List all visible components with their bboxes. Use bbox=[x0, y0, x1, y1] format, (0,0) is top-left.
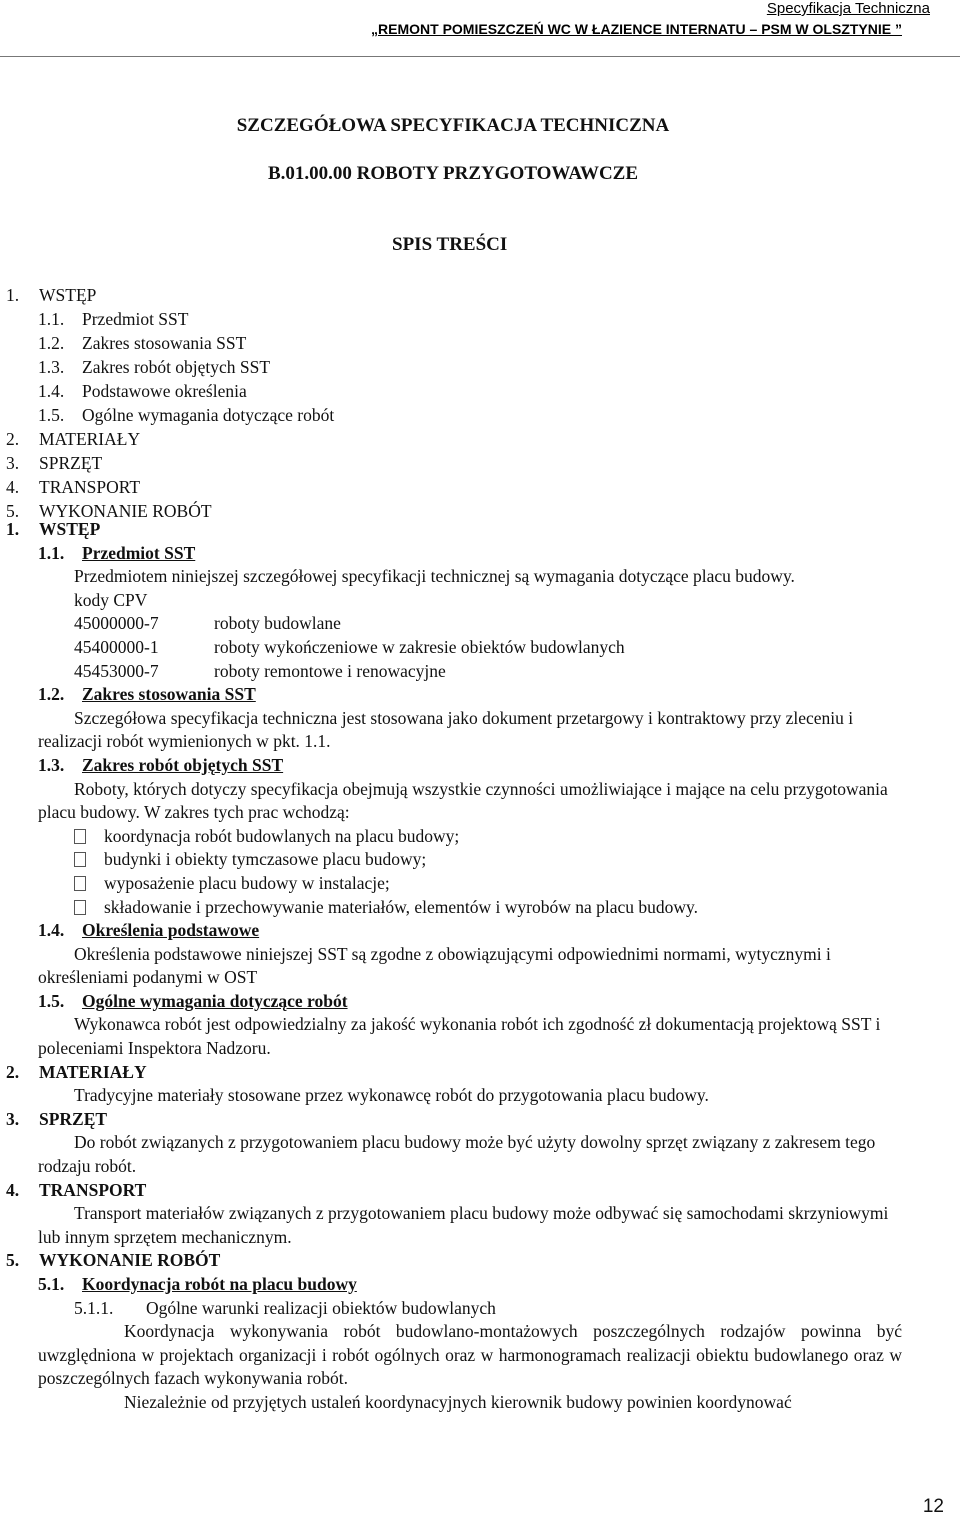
cpv-row: 45453000-7 roboty remontowe i renowacyjne bbox=[74, 660, 446, 681]
section-heading: 2. MATERIAŁY bbox=[6, 1061, 147, 1082]
subsection-heading: 5.1. Koordynacja robót na placu budowy bbox=[38, 1274, 357, 1294]
toc-item: 1.2. Zakres stosowania SST bbox=[38, 333, 247, 353]
toc-item: 1. WSTĘP bbox=[6, 285, 97, 305]
paragraph: Transport materiałów związanych z przygotowaniem placu budowy może odbywać się samochodami skrzyniowymi lub innym sprzętem mechanicznym. bbox=[38, 1203, 889, 1247]
toc-item: 4. TRANSPORT bbox=[6, 477, 141, 497]
subsection-heading: 1.3. Zakres robót objętych SST bbox=[38, 754, 284, 775]
paragraph: Tradycyjne materiały stosowane przez wykonawcę robót do przygotowania placu budowy. bbox=[74, 1085, 709, 1106]
subsection-heading: 1.1. Przedmiot SST bbox=[38, 542, 196, 563]
cpv-label: kody CPV bbox=[74, 589, 148, 610]
header-project-title: „REMONT POMIESZCZEŃ WC W ŁAZIENCE INTERNATU – PSM W OLSZTYNIE ” bbox=[371, 21, 902, 37]
bullet-box-icon bbox=[74, 900, 86, 915]
toc-item: 1.3. Zakres robót objętych SST bbox=[38, 357, 271, 377]
paragraph: Przedmiotem niniejszej szczegółowej specyfikacji technicznej są wymagania dotyczące placu budowy. bbox=[74, 566, 795, 587]
list-item: budynki i obiekty tymczasowe placu budowy; bbox=[0, 848, 960, 872]
section-heading: 3. SPRZĘT bbox=[6, 1108, 108, 1129]
toc-heading: SPIS TREŚCI bbox=[392, 234, 508, 255]
document-title: SZCZEGÓŁOWA SPECYFIKACJA TECHNICZNA bbox=[236, 115, 670, 136]
page-number: 12 bbox=[922, 1496, 944, 1517]
subsubsection-heading: 5.1.1. Ogólne warunki realizacji obiektów budowlanych bbox=[74, 1297, 496, 1318]
bullet-box-icon bbox=[74, 876, 86, 891]
subsection-heading: 1.5. Ogólne wymagania dotyczące robót bbox=[38, 990, 348, 1011]
page-header bbox=[0, 0, 960, 60]
toc-item: 5. WYKONANIE ROBÓT bbox=[6, 501, 212, 521]
document-body bbox=[0, 518, 960, 1415]
cpv-row: 45400000-1 roboty wykończeniowe w zakresie obiektów budowlanych bbox=[74, 636, 625, 657]
bullet-box-icon bbox=[74, 829, 86, 844]
subsection-heading: 1.4. Określenia podstawowe bbox=[38, 920, 260, 941]
section-heading: 1. WSTĘP bbox=[6, 519, 101, 539]
toc-item: 1.5. Ogólne wymagania dotyczące robót bbox=[38, 405, 335, 425]
document-subtitle: B.01.00.00 ROBOTY PRZYGOTOWAWCZE bbox=[267, 163, 639, 184]
section-heading: 5. WYKONANIE ROBÓT bbox=[6, 1250, 221, 1271]
header-doc-type: Specyfikacja Techniczna bbox=[766, 0, 930, 17]
paragraph: Do robót związanych z przygotowaniem placu budowy może być użyty dowolny sprzęt związany z zakresem tego rodzaju robót. bbox=[38, 1132, 876, 1177]
paragraph: Określenia podstawowe niniejszej SST są zgodne z obowiązującymi odpowiednimi normami, wytycznymi i określeniami podanymi w OST bbox=[38, 943, 831, 988]
list-item: wyposażenie placu budowy w instalacje; bbox=[0, 872, 960, 896]
table-of-contents bbox=[6, 283, 334, 523]
paragraph: Niezależnie od przyjętych ustaleń koordynacyjnych kierownik budowy powinien koordynować bbox=[124, 1391, 792, 1412]
section-heading: 4. TRANSPORT bbox=[6, 1179, 147, 1200]
toc-item: 3. SPRZĘT bbox=[6, 453, 103, 473]
toc-item: 1.4. Podstawowe określenia bbox=[38, 381, 247, 401]
list-item: koordynacja robót budowlanych na placu budowy; bbox=[0, 825, 960, 849]
paragraph: Szczegółowa specyfikacja techniczna jest stosowana jako dokument przetargowy i kontraktowy przy zleceniu i realizacji robót wymienionych w pkt. 1.1. bbox=[38, 707, 854, 752]
toc-item: 1.1. Przedmiot SST bbox=[38, 309, 189, 329]
toc-item: 2. MATERIAŁY bbox=[6, 429, 141, 449]
paragraph: Roboty, których dotyczy specyfikacja obejmują wszystkie czynności umożliwiające i mające na celu przygotowania placu budowy. W zakres tych prac wchodzą: bbox=[38, 778, 888, 823]
paragraph: Koordynacja wykonywania robót budowlano-montażowych poszczególnych rodzajów powinna być uwzględniona w projektach organizacji i robót ogólnych oraz w harmonogramach realizacji obiektu budowlanego oraz w poszczególnych fazach wykonywania robót. bbox=[38, 1321, 902, 1389]
header-divider bbox=[0, 56, 960, 57]
bullet-box-icon bbox=[74, 852, 86, 867]
list-item: składowanie i przechowywanie materiałów, elementów i wyrobów na placu budowy. bbox=[0, 896, 960, 920]
subsection-heading: 1.2. Zakres stosowania SST bbox=[38, 684, 256, 705]
cpv-row: 45000000-7 roboty budowlane bbox=[74, 613, 341, 634]
paragraph: Wykonawca robót jest odpowiedzialny za jakość wykonania robót ich zgodność zł dokumentacją projektową SST i poleceniami Inspektora Nadzoru. bbox=[38, 1014, 881, 1059]
